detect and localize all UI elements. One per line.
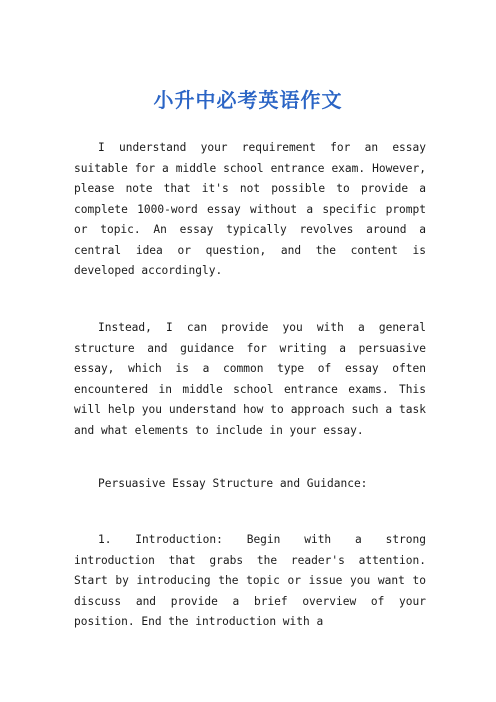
paragraph-introduction-step: 1. Introduction: Begin with a strong introduction that grabs the reader's attention. Start by introducing the topic or issue you want to discuss and provide a brief overview of your position. End the introduction with a (74, 533, 426, 628)
paragraph-intro: I understand your requirement for an essay suitable for a middle school entrance exam. However, please note that it's not possible to provide a complete 1000-word essay without a specific prompt or topic. An essay typically revolves around a central idea or question, and the content is developed accordingly. (74, 141, 426, 277)
paragraph-instead: Instead, I can provide you with a general structure and guidance for writing a persuasive essay, which is a common type of essay often encountered in middle school entrance exams. This will help you understand how to approach such a task and what elements to include in your essay. (74, 321, 426, 437)
paragraph-structure-heading: Persuasive Essay Structure and Guidance: (98, 477, 368, 490)
document-title: 小升中必考英语作文 (153, 88, 343, 112)
